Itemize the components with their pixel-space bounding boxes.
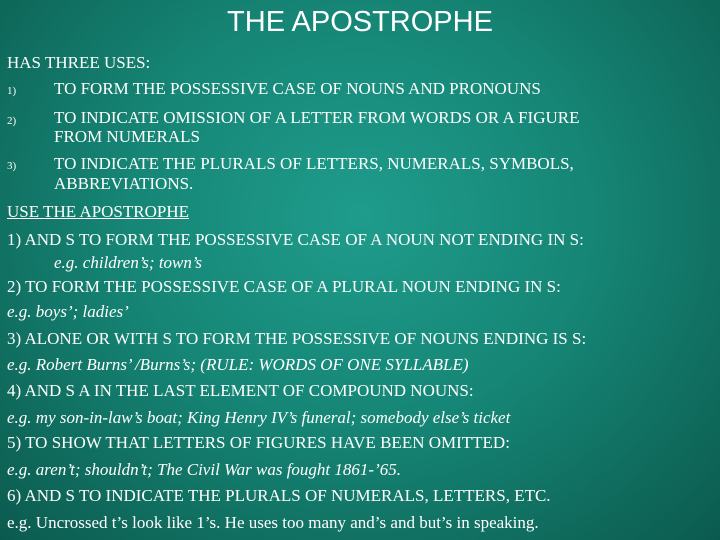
use-text: TO INDICATE OMISSION OF A LETTER FROM WORDS OR A FIGURE [54, 108, 580, 127]
rule-example: e.g. my son-in-law’s boat; King Henry IV’s funeral; somebody else’s ticket [7, 408, 511, 427]
rule-example: e.g. Robert Burns’ /Burns’s; (RULE: WORDS OF ONE SYLLABLE) [7, 355, 469, 374]
rule-example: e.g. Uncrossed t’s look like 1’s. He uses too many and’s and but’s in speaking. [7, 513, 539, 532]
use-number: 1) [7, 85, 17, 97]
rule-text: 1) AND S TO FORM THE POSSESSIVE CASE OF A NOUN NOT ENDING IN S: [7, 230, 584, 249]
use-text: TO INDICATE THE PLURALS OF LETTERS, NUMERALS, SYMBOLS, [54, 154, 574, 173]
use-text: FROM NUMERALS [54, 127, 200, 146]
use-number: 3) [7, 160, 17, 172]
section-heading: USE THE APOSTROPHE [7, 202, 189, 221]
rule-example: e.g. children’s; town’s [54, 253, 202, 272]
rule-text: 3) ALONE OR WITH S TO FORM THE POSSESSIVE OF NOUNS ENDING IS S: [7, 329, 587, 348]
use-text: TO FORM THE POSSESSIVE CASE OF NOUNS AND PRONOUNS [54, 79, 541, 98]
use-text: ABBREVIATIONS. [54, 174, 194, 193]
rule-example: e.g. boys’; ladies’ [7, 302, 129, 321]
rule-text: 2) TO FORM THE POSSESSIVE CASE OF A PLURAL NOUN ENDING IN S: [7, 277, 561, 296]
rule-text: 4) AND S A IN THE LAST ELEMENT OF COMPOUND NOUNS: [7, 381, 474, 400]
rule-example: e.g. aren’t; shouldn’t; The Civil War was fought 1861-’65. [7, 460, 401, 479]
intro-text: HAS THREE USES: [7, 53, 151, 72]
use-number: 2) [7, 115, 17, 127]
slide-title: THE APOSTROPHE [227, 6, 493, 38]
rule-text: 5) TO SHOW THAT LETTERS OF FIGURES HAVE BEEN OMITTED: [7, 433, 510, 452]
rule-text: 6) AND S TO INDICATE THE PLURALS OF NUMERALS, LETTERS, ETC. [7, 486, 551, 505]
